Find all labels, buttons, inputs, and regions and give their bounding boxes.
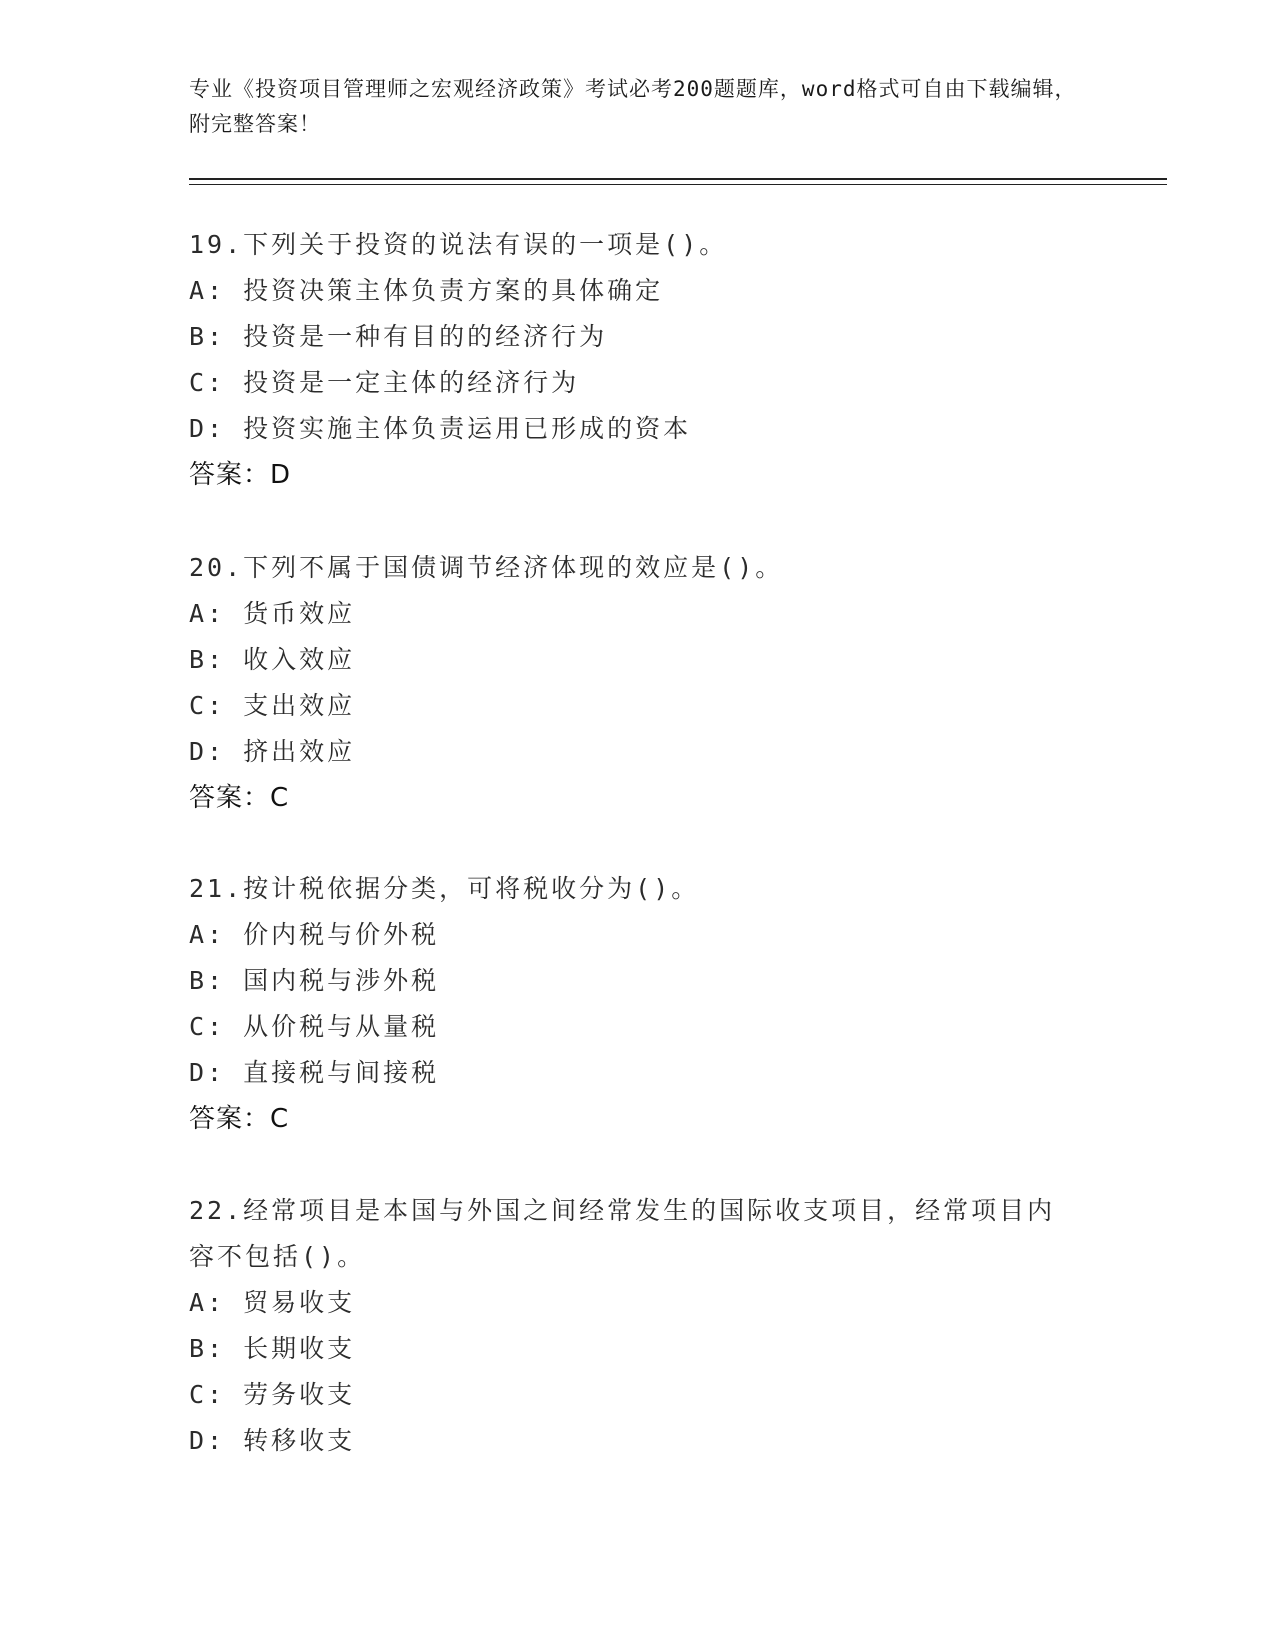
option-c: C: 支出效应 <box>189 691 356 720</box>
question-19 <box>189 222 1089 498</box>
question-stem-line-1: 22.经常项目是本国与外国之间经常发生的国际收支项目，经常项目内 <box>189 1196 1056 1225</box>
option-d: D: 转移收支 <box>189 1426 356 1455</box>
option-c: C: 投资是一定主体的经济行为 <box>189 368 580 397</box>
answer: 答案：C <box>189 1104 290 1134</box>
option-c: C: 劳务收支 <box>189 1380 356 1409</box>
document-header: 专业《投资项目管理师之宏观经济政策》考试必考200题题库，word格式可自由下载编辑，附完整答案！ <box>189 77 1077 136</box>
option-a: A: 价内税与价外税 <box>189 920 440 949</box>
option-d: D: 挤出效应 <box>189 737 356 766</box>
header-divider-thick <box>189 178 1167 180</box>
option-c: C: 从价税与从量税 <box>189 1012 440 1041</box>
option-d: D: 投资实施主体负责运用已形成的资本 <box>189 414 692 443</box>
answer: 答案：D <box>189 460 292 490</box>
option-d: D: 直接税与间接税 <box>189 1058 440 1087</box>
option-a: A: 投资决策主体负责方案的具体确定 <box>189 276 664 305</box>
question-21 <box>189 866 1089 1142</box>
option-b: B: 国内税与涉外税 <box>189 966 440 995</box>
option-b: B: 收入效应 <box>189 645 356 674</box>
answer: 答案：C <box>189 783 290 813</box>
header-divider-thin <box>189 184 1167 185</box>
option-a: A: 贸易收支 <box>189 1288 356 1317</box>
question-stem: 20.下列不属于国债调节经济体现的效应是()。 <box>189 553 784 582</box>
option-a: A: 货币效应 <box>189 599 356 628</box>
question-20 <box>189 545 1089 821</box>
question-stem-line-2: 容不包括()。 <box>189 1242 366 1271</box>
option-b: B: 长期收支 <box>189 1334 356 1363</box>
question-22 <box>189 1188 1089 1464</box>
question-stem: 19.下列关于投资的说法有误的一项是()。 <box>189 230 728 259</box>
option-b: B: 投资是一种有目的的经济行为 <box>189 322 608 351</box>
question-stem: 21.按计税依据分类，可将税收分为()。 <box>189 874 700 903</box>
